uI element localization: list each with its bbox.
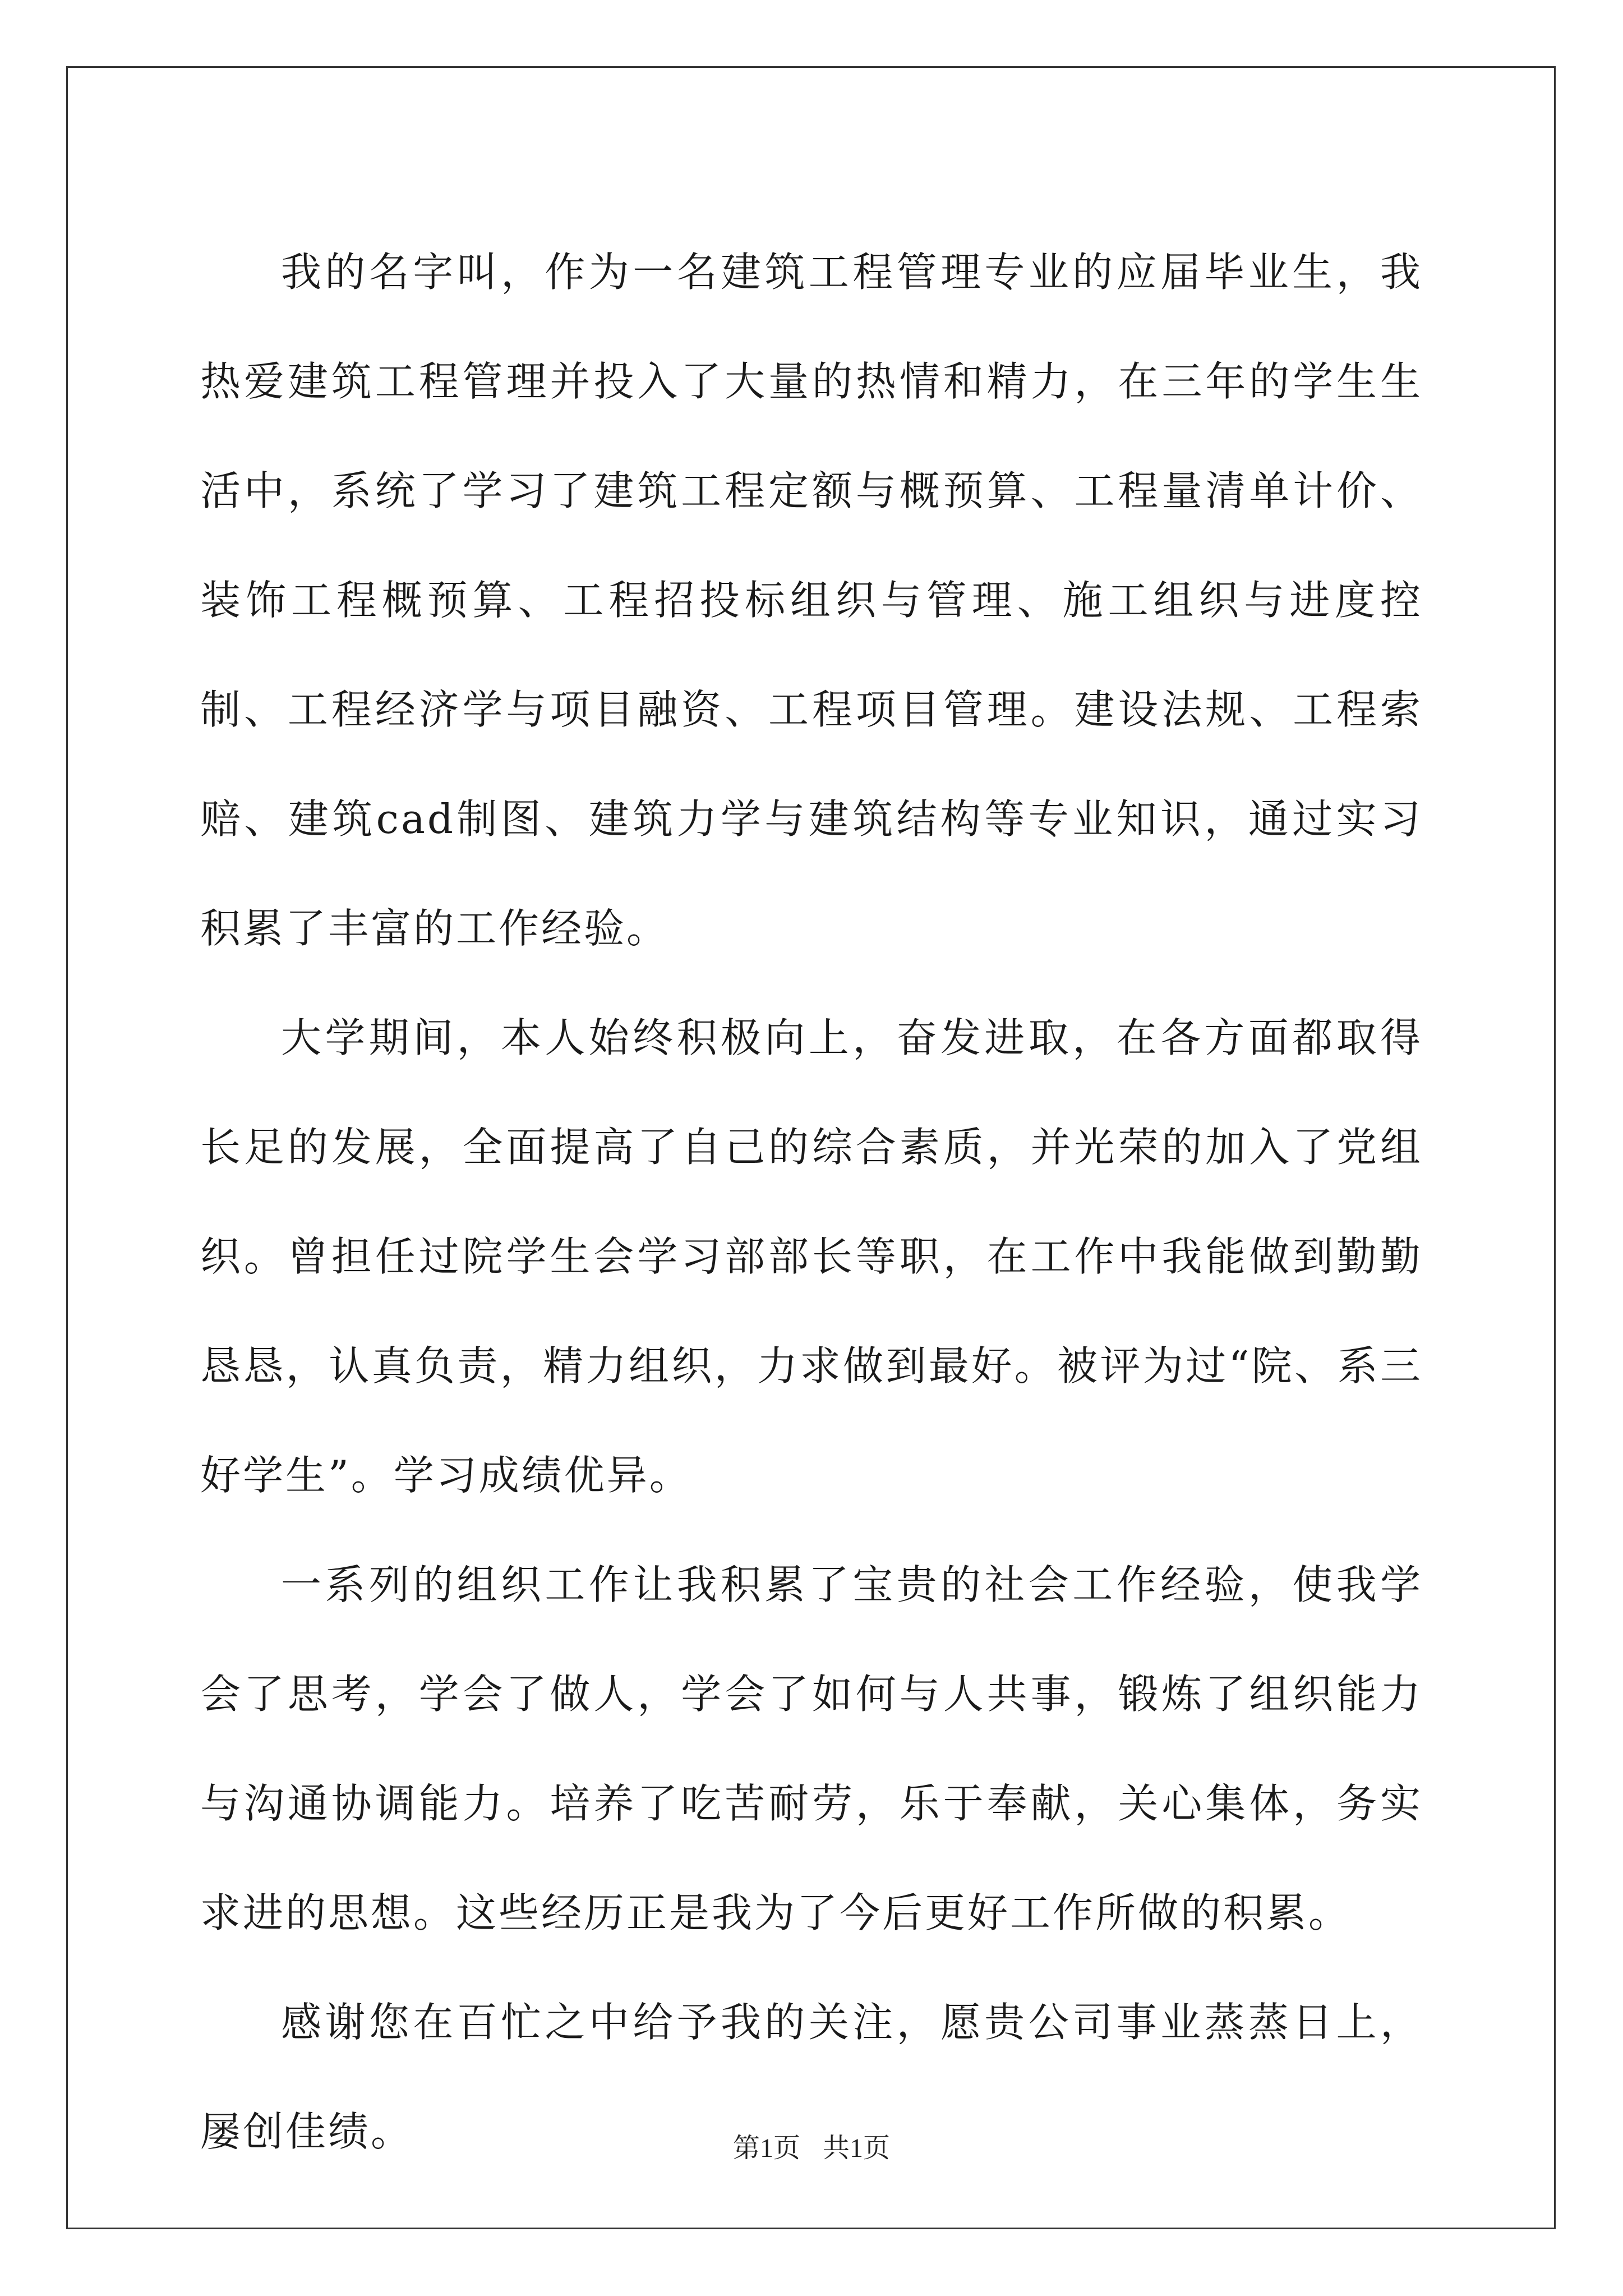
paragraph-4: 感谢您在百忙之中给予我的关注，愿贵公司事业蒸蒸日上，屡创佳绩。 [200,1999,1423,2155]
page-number: 第1页 [732,2133,800,2163]
document-body [200,218,1423,2187]
paragraph-2: 大学期间，本人始终积极向上，奋发进取，在各方面都取得长足的发展，全面提高了自己的综合素质，并光荣的加入了党组织。曾担任过院学生会学习部部长等职，在工作中我能做到勤勤恳恳，认真负责，精力组织，力求做到最好。被评为过“院、系三好学生”。学习成绩优异。 [200,1014,1423,1499]
page-total: 共1页 [823,2133,891,2163]
paragraph-3: 一系列的组织工作让我积累了宝贵的社会工作经验，使我学会了思考，学会了做人，学会了如何与人共事，锻炼了组织能力与沟通协调能力。培养了吃苦耐劳，乐于奉献，关心集体，务实求进的思想。这些经历正是我为了今后更好工作所做的积累。 [200,1561,1423,1936]
paragraph-1: 我的名字叫，作为一名建筑工程管理专业的应届毕业生，我热爱建筑工程管理并投入了大量的热情和精力，在三年的学生生活中，系统了学习了建筑工程定额与概预算、工程量清单计价、装饰工程概预算、工程招投标组织与管理、施工组织与进度控制、工程经济学与项目融资、工程项目管理。建设法规、工程索赔、建筑cad制图、建筑力学与建筑结构等专业知识，通过实习积累了丰富的工作经验。 [200,249,1423,952]
page-footer [0,2126,1623,2165]
